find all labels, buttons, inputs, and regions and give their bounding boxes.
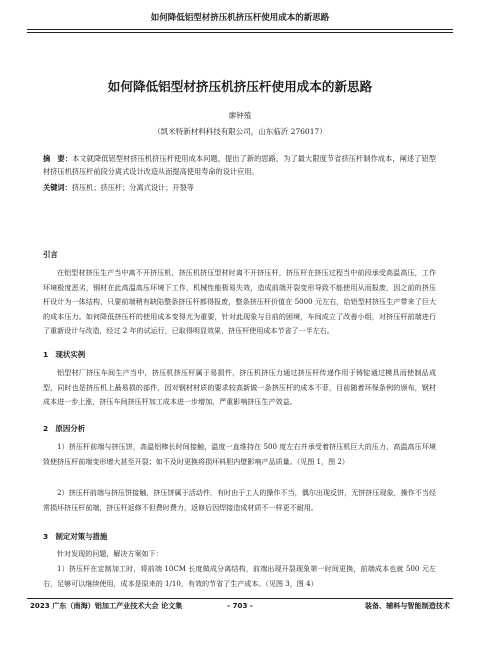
section-3-paragraph-2: 1）挤压杆在定制加工时，将前端 10CM 长度做成分离结构，前端出现开裂现象第一时间更换，前端成本也就 500 元左右，足够可以继续使用，成本是原来的 1/10，有效的节省了生产成本。（见图 3，图 4） [43,564,436,588]
page-number: - 703 - [227,601,253,610]
abstract-text: 本文就降低铝型材挤压机挤压杆使用成本问题，提出了新的思路，为了最大限度节省挤压杆制作成本，阐述了铝型材挤压机挤压杆前段分离式设计改造从而提高使用寿命的设计应用。 [43,154,436,176]
keywords-text: 挤压机；挤压杆；分离式设计；开裂等 [71,183,194,192]
section-heading-3: 3 制定对策与措施 [43,532,108,541]
footer-section: 装备、辅料与智能制造技术 [364,601,450,610]
abstract-label: 摘 要： [43,154,73,163]
section-2-paragraph-1: 1）挤压杆前端与挤压饼，高温铝棒长时间接触，温度一直维持在 500 度左右并承受着挤压机巨大的压力，高温高压环境致使挤压杆前端变形增大甚至开裂；如不及时更换将损坏料胆内壁影响产品质量。（见图 1，图 2） [43,442,436,466]
running-header: 如何降低铝型材挤压机挤压杆使用成本的新思路 [150,13,330,23]
section-heading-1: 1 现状实例 [43,350,86,359]
author-name: 廖钟殖 [228,111,252,120]
author-affiliation: （凯米特新材料科技有限公司，山东临沂 276017） [153,127,327,136]
section-heading-2: 2 原因分析 [43,424,86,433]
section-heading-intro: 引言 [43,250,58,259]
header-rule [27,29,453,30]
abstract [43,152,436,178]
section-1-paragraph: 铝型材厂挤压车间生产当中，挤压机挤压杆属于易损件，挤压机挤压力通过挤压杆传递作用于铸锭通过模具而使制品成型，同时也是挤压机上最易损的部件，因对钢材材质的要求较高新做一条挤压杆的成本不菲，目前随着环保条例的颁布，钢材成本进一步上涨，挤压车间挤压杆加工成本进一步增加，严重影响挤压生产效益。 [43,368,436,407]
footer-proceedings: 2023 广东（南海）铝加工产业技术大会 论文集 [30,601,183,610]
intro-paragraph: 在铝型材挤压生产当中离不开挤压机，挤压机挤压型材时离不开挤压杆，挤压杆在挤压过程当中前段承受高温高压，工作环境极度恶劣，钢材在此高温高压环境下工作，机械性能极易失效，造成前端开裂变形导致不能使用从而报废，因之前的挤压杆设计为一体结构，只要前端稍有缺陷整条挤压杆都得报废，整条挤压杆价值在 5000 元左右，给铝型材挤压生产带来了巨大的成本压力。如何降低挤压杆的使用成本变得尤为重要，针对此现象与目前的困境，车间成立了改善小组，对挤压杆前端进行了重新设计与改造，经过 2 年的试运行，已取得明显效果，挤压杆使用成本节省了一半左右。 [43,268,436,336]
section-2-paragraph-2: 2）挤压杆前端与挤压饼接触，挤压饼属于活动件，有时由于工人的操作不当，偶尔出现反饼，无饼挤压现象，操作不当经常损坏挤压杆前端，挤压杆返修不但费时费力，返修后因焊接造成材质不一样更不耐用。 [43,488,436,512]
section-3-paragraph-1: 针对发现的问题，解决方案如下： [57,549,163,558]
header-rule-thin [27,32,453,33]
keywords-label: 关键词： [43,183,72,192]
footer-rule [27,598,453,599]
keywords [43,182,436,194]
article-title: 如何降低铝型材挤压机挤压杆使用成本的新思路 [107,79,373,94]
